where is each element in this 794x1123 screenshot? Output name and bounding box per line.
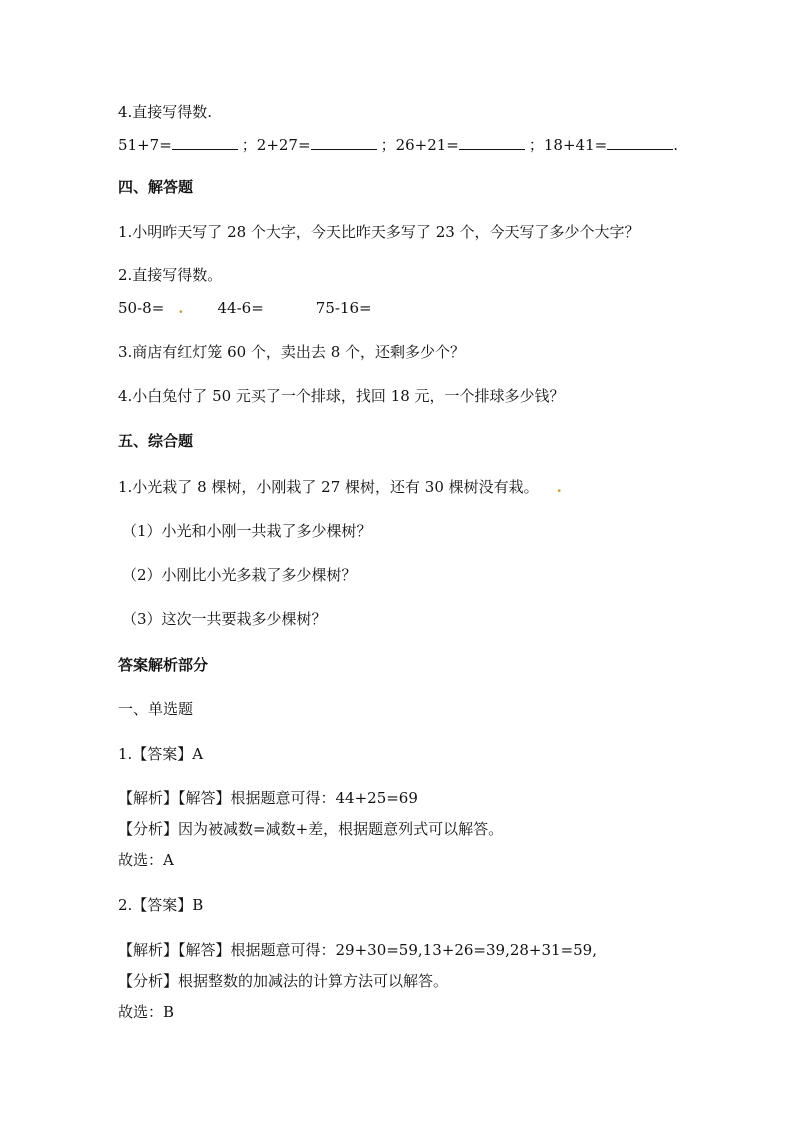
q4-direct-items — [118, 135, 678, 155]
answer1-jiexi: 【解析】【解答】根据题意可得：44+25=69 — [118, 789, 418, 807]
answer1-fenxi: 【分析】因为被减数=减数+差，根据题意列式可以解答。 — [118, 820, 504, 838]
answer-blank[interactable] — [459, 135, 525, 150]
q4-direct-title: 4.直接写得数. — [118, 103, 213, 121]
calc-item-3: 75-16= — [315, 299, 372, 317]
section4-heading: 四、解答题 — [118, 178, 194, 196]
section5-sub3: （3）这次一共要栽多少棵树？ — [122, 610, 327, 628]
section4-q1: 1.小明昨天写了 28 个大字，今天比昨天多写了 23 个，今天写了多少个大字？ — [118, 223, 640, 241]
calc-item-2: 44-6= — [217, 299, 264, 317]
answers-heading: 答案解析部分 — [118, 656, 209, 674]
answer2-jiexi: 【解析】【解答】根据题意可得：29+30=59,13+26=39,28+31=59, — [118, 941, 597, 959]
section4-q3: 3.商店有红灯笼 60 个，卖出去 8 个，还剩多少个？ — [118, 343, 466, 361]
answer-blank[interactable] — [607, 135, 673, 150]
section5-q1-text: 1.小光栽了 8 棵树，小刚栽了 27 棵树，还有 30 棵树没有栽。 — [118, 478, 539, 496]
q4-item-3: ；26+21= — [380, 136, 459, 154]
answer1-choice: 故选：A — [118, 851, 174, 869]
q4-item-2: ；2+27= — [241, 136, 311, 154]
section4-q4: 4.小白兔付了 50 元买了一个排球，找回 18 元，一个排球多少钱？ — [118, 387, 565, 405]
section5-sub2: （2）小刚比小光多栽了多少棵树？ — [122, 566, 357, 584]
calc-item-1: 50-8= — [118, 299, 165, 317]
section5-q1 — [118, 477, 562, 497]
mark-dot: . — [556, 478, 562, 496]
section4-q2-title: 2.直接写得数。 — [118, 266, 223, 284]
section5-heading: 五、综合题 — [118, 432, 194, 450]
answer2-fenxi: 【分析】根据整数的加减法的计算方法可以解答。 — [118, 972, 449, 990]
answer-blank[interactable] — [172, 135, 238, 150]
q4-item-1: 51+7= — [118, 136, 172, 154]
section4-q2-items — [118, 298, 372, 318]
mark-dot: . — [178, 299, 184, 317]
answer1-label: 1.【答案】A — [118, 745, 204, 763]
answer2-label: 2.【答案】B — [118, 896, 204, 914]
section5-sub1: （1）小光和小刚一共栽了多少棵树？ — [122, 522, 372, 540]
q4-item-4: ；18+41= — [528, 136, 608, 154]
answer2-choice: 故选：B — [118, 1003, 175, 1021]
q4-end: . — [673, 136, 678, 154]
answer-blank[interactable] — [311, 135, 377, 150]
answers-part1: 一、单选题 — [118, 700, 194, 718]
